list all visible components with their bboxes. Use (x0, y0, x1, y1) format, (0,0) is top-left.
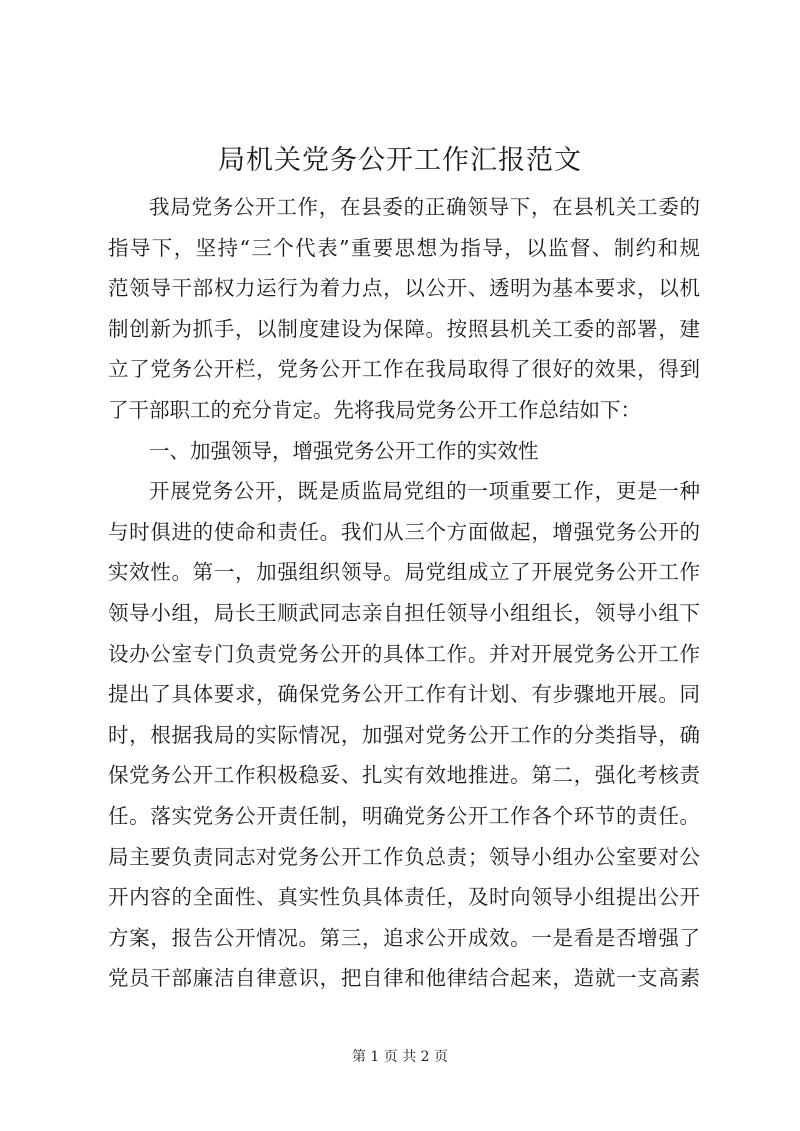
paragraph-1-line-6: 了干部职工的充分肯定。先将我局党务公开工作总结如下： (108, 397, 641, 422)
paragraph-2-line-6: 提出了具体要求，确保党务公开工作有计划、有步骤地开展。同 (108, 682, 700, 707)
paragraph-2-line-13: 党员干部廉洁自律意识，把自律和他律结合起来，造就一支高素 (108, 966, 700, 991)
section-heading-1: 一、加强领导，增强党务公开工作的实效性 (149, 438, 539, 463)
paragraph-2-line-1: 开展党务公开，既是质监局党组的一项重要工作，更是一种 (149, 479, 700, 504)
paragraph-1-line-5: 立了党务公开栏，党务公开工作在我局取得了很好的效果，得到 (108, 357, 700, 382)
paragraph-2-line-7: 时，根据我局的实际情况，加强对党务公开工作的分类指导，确 (108, 722, 700, 747)
paragraph-1-line-4: 制创新为抓手，以制度建设为保障。按照县机关工委的部署，建 (108, 316, 700, 341)
page-footer: 第 1 页 共 2 页 (351, 1049, 449, 1065)
paragraph-2-line-9: 任。落实党务公开责任制，明确党务公开工作各个环节的责任。 (108, 803, 700, 828)
paragraph-1-line-2: 指导下，坚持“三个代表”重要思想为指导，以监督、制约和规 (108, 235, 700, 260)
paragraph-2-line-3: 实效性。第一，加强组织领导。局党组成立了开展党务公开工作 (108, 560, 700, 585)
paragraph-1-line-3: 范领导干部权力运行为着力点，以公开、透明为基本要求，以机 (108, 276, 700, 301)
paragraph-2-line-5: 设办公室专门负责党务公开的具体工作。并对开展党务公开工作 (108, 641, 700, 666)
paragraph-2-line-2: 与时俱进的使命和责任。我们从三个方面做起，增强党务公开的 (108, 519, 700, 544)
paragraph-2-line-12: 方案，报告公开情况。第三，追求公开成效。一是看是否增强了 (108, 925, 700, 950)
paragraph-2-line-11: 开内容的全面性、真实性负具体责任，及时向领导小组提出公开 (108, 885, 700, 910)
paragraph-1-line-1: 我局党务公开工作，在县委的正确领导下，在县机关工委的 (149, 195, 700, 219)
paragraph-2-line-4: 领导小组，局长王顺武同志亲自担任领导小组组长，领导小组下 (108, 600, 700, 625)
page-title: 局机关党务公开工作汇报范文 (218, 145, 582, 176)
document-body (108, 187, 700, 999)
paragraph-2-line-10: 局主要负责同志对党务公开工作负总责；领导小组办公室要对公 (108, 844, 700, 869)
paragraph-2-line-8: 保党务公开工作积极稳妥、扎实有效地推进。第二，强化考核责 (108, 763, 700, 788)
